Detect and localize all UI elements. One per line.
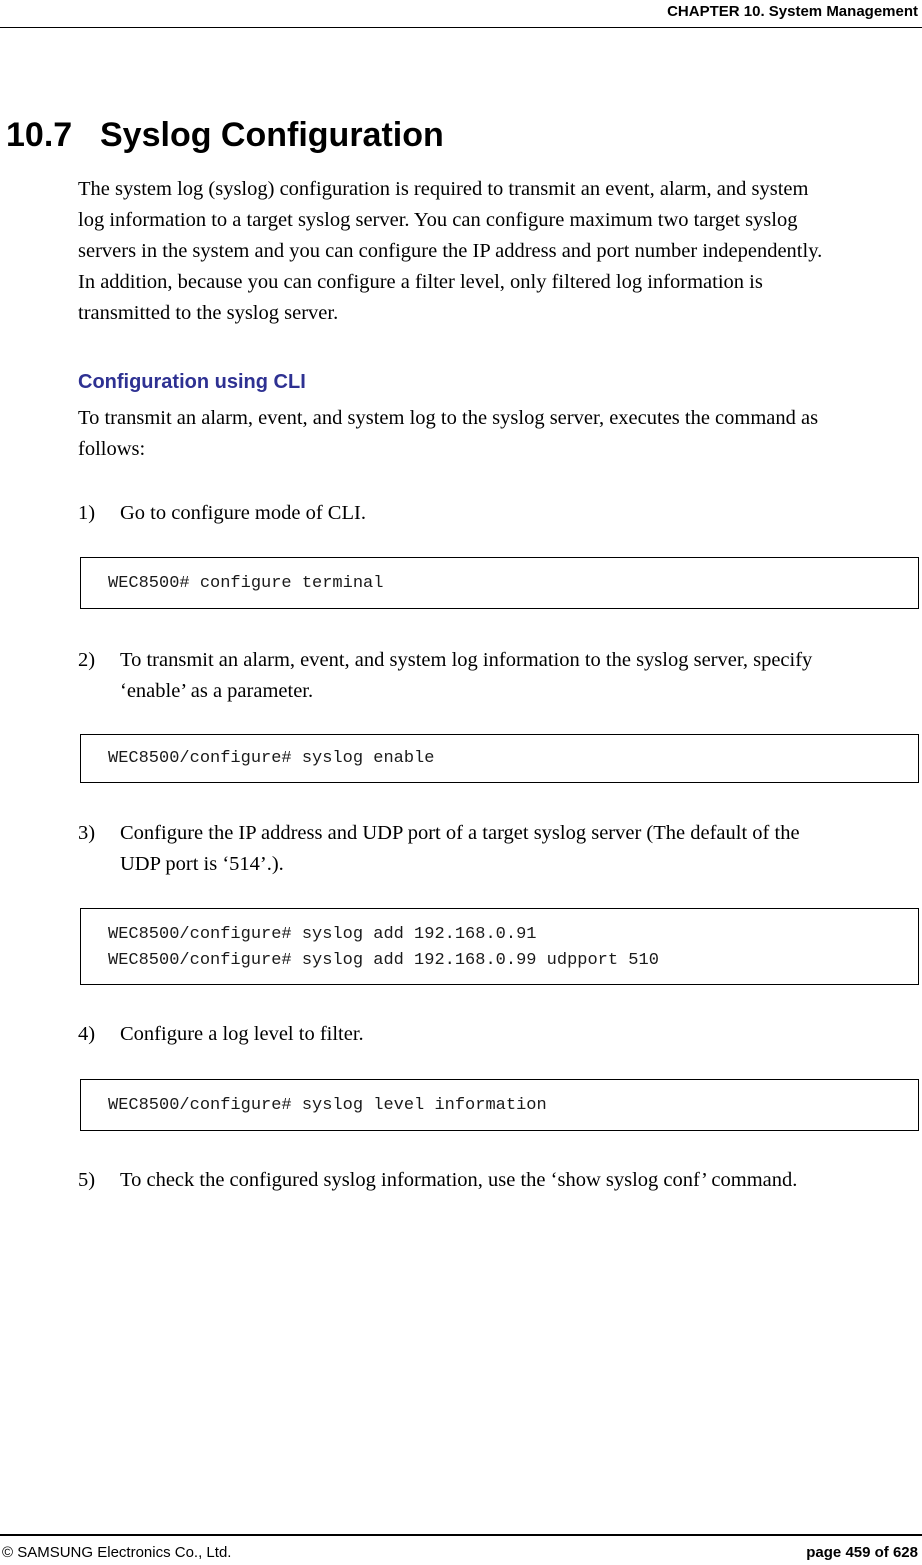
- footer-divider: [0, 1534, 922, 1536]
- step-5: [78, 1165, 797, 1196]
- section-title-text: Syslog Configuration: [100, 116, 444, 154]
- step-number: 2): [78, 649, 96, 671]
- paragraph-line: To transmit an alarm, event, and system log to the syslog server, executes the command as: [78, 407, 819, 429]
- step-line: [78, 498, 366, 529]
- step-text: To check the configured syslog information, use the ‘show syslog conf’ command.: [120, 1169, 798, 1191]
- section-number: 10.7: [6, 116, 73, 154]
- step-text: To transmit an alarm, event, and system log information to the syslog server, specify: [120, 649, 813, 671]
- step-line: [78, 645, 812, 676]
- code-block: [80, 908, 919, 985]
- step-text-continued: ‘enable’ as a parameter.: [120, 680, 314, 702]
- step-2: [78, 645, 812, 707]
- code-line: WEC8500/configure# syslog add 192.168.0.99 udpport 510: [108, 951, 659, 970]
- step-3: [78, 818, 800, 880]
- paragraph-line: log information to a target syslog server. You can configure maximum two target syslog: [78, 209, 798, 231]
- paragraph-line: In addition, because you can configure a filter level, only filtered log information is: [78, 271, 763, 293]
- paragraph-line: transmitted to the syslog server.: [78, 302, 339, 324]
- step-line: [78, 1165, 797, 1196]
- step-line: [78, 1019, 364, 1050]
- step-1: [78, 498, 366, 529]
- step-number: 4): [78, 1023, 96, 1045]
- step-number: 5): [78, 1169, 96, 1191]
- code-line: WEC8500/configure# syslog enable: [108, 749, 435, 768]
- code-block: [80, 734, 919, 783]
- footer-page-number: page 459 of 628: [806, 1544, 918, 1561]
- step-4: [78, 1019, 364, 1050]
- section-title: [6, 113, 444, 157]
- header-divider: [0, 27, 922, 28]
- step-text: Configure the IP address and UDP port of a target syslog server (The default of the: [120, 822, 800, 844]
- paragraph-line: servers in the system and you can configure the IP address and port number independently.: [78, 240, 823, 262]
- code-block: [80, 1079, 919, 1131]
- code-line: WEC8500/configure# syslog add 192.168.0.91: [108, 925, 537, 944]
- footer-copyright: © SAMSUNG Electronics Co., Ltd.: [2, 1544, 232, 1561]
- step-line: [78, 818, 800, 849]
- subsection-title: Configuration using CLI: [78, 371, 306, 393]
- step-number: 3): [78, 822, 96, 844]
- code-block: [80, 557, 919, 609]
- paragraph-line: follows:: [78, 438, 146, 460]
- step-text-continued: UDP port is ‘514’.).: [120, 853, 284, 875]
- chapter-header: CHAPTER 10. System Management: [667, 3, 918, 20]
- paragraph-line: The system log (syslog) configuration is required to transmit an event, alarm, and system: [78, 178, 809, 200]
- step-number: 1): [78, 502, 96, 524]
- step-text: Go to configure mode of CLI.: [120, 502, 366, 524]
- code-line: WEC8500/configure# syslog level information: [108, 1096, 547, 1115]
- step-text: Configure a log level to filter.: [120, 1023, 364, 1045]
- intro-paragraph: [78, 174, 822, 329]
- code-line: WEC8500# configure terminal: [108, 574, 384, 593]
- lead-paragraph: [78, 403, 818, 465]
